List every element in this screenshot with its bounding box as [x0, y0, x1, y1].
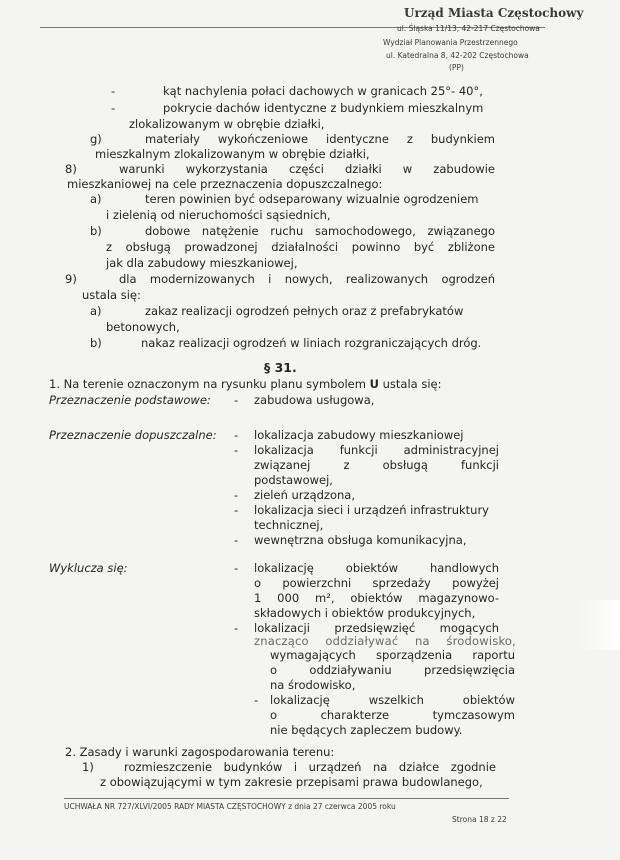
excluded-item-cont: o charakterze tymczasowym [270, 708, 515, 722]
dash: - [234, 533, 239, 547]
point-2: 2. Zasady i warunki zagospodarowania terenu: [65, 745, 335, 759]
allowed-item-cont: podstawowej, [254, 473, 333, 487]
dash: - [111, 84, 116, 98]
list-marker: g) [90, 132, 102, 146]
stamp-address-1: ul. Śląska 11/13, 42-217 Częstochowa [397, 24, 540, 33]
list-marker: 1) [82, 760, 94, 774]
excluded-item-cont: o oddziaływaniu przedsięwzięcia [270, 663, 515, 677]
stamp-code: (PP) [449, 63, 464, 72]
text-line: kąt nachylenia połaci dachowych w granicach 25°- 40°, [163, 84, 483, 98]
dash: - [254, 693, 259, 707]
allowed-item: lokalizacja sieci i urządzeń infrastruktury [254, 503, 489, 517]
text-line: mieszkaniowej na cele przeznaczenia dopuszczalnego: [67, 177, 383, 191]
allowed-item: wewnętrzna obsługa komunikacyjna, [254, 533, 467, 547]
scan-fold-artifact [578, 600, 620, 650]
list-marker: b) [90, 224, 102, 238]
point-1 [49, 377, 442, 391]
text-line: zakaz realizacji ogrodzeń pełnych oraz z prefabrykatów [145, 304, 464, 318]
text-line: warunki wykorzystania części działki w zabudowie [119, 162, 495, 176]
list-marker: 9) [65, 272, 77, 286]
allowed-item-cont: technicznej, [254, 518, 324, 532]
excluded-item: lokalizacji przedsięwzięć mogących [254, 621, 499, 635]
excluded-item-cont: na środowisko, [270, 678, 356, 692]
section-heading: § 31. [264, 360, 297, 375]
excluded-item-cont: znacząco oddziaływać na środowisko, [254, 634, 516, 648]
allowed-item-cont: związanej z obsługą funkcji [254, 458, 499, 472]
list-marker: a) [90, 192, 102, 206]
text-line: mieszkalnym zlokalizowanym w obrębie działki, [95, 147, 370, 161]
zone-symbol: U [369, 377, 379, 391]
text-line: jak dla zabudowy mieszkaniowej, [106, 256, 298, 270]
text-line: i zielenią od nieruchomości sąsiednich, [106, 208, 331, 222]
dash: - [234, 488, 239, 502]
excluded-item-cont: nie będących zapleczem budowy. [270, 723, 463, 737]
excluded-item-cont: wymagających sporządzenia raportu [270, 648, 515, 662]
dash: - [234, 428, 239, 442]
excluded-item: lokalizację wszelkich obiektów [270, 693, 515, 707]
excluded-label: Wyklucza się: [49, 561, 128, 575]
text-line: z obsługą prowadzonej działalności powinno być zbliżone [106, 240, 495, 254]
basic-purpose-label: Przeznaczenie podstawowe: [49, 393, 211, 407]
point-1-text-end: ustala się: [378, 377, 442, 391]
dash: - [234, 561, 239, 575]
footer-rule [64, 798, 509, 799]
dash: - [234, 443, 239, 457]
excluded-item-cont: składowych i obiektów produkcyjnych, [254, 606, 476, 620]
stamp-department: Wydział Planowania Przestrzennego [383, 38, 518, 47]
text-line: z obowiązującymi w tym zakresie przepisami prawa budowlanego, [100, 775, 483, 789]
footer-resolution: UCHWAŁA NR 727/XLVI/2005 RADY MIASTA CZĘSTOCHOWY z dnia 27 czerwca 2005 roku [64, 802, 396, 811]
allowed-item: lokalizacja funkcji administracyjnej [254, 443, 499, 457]
point-1-text: 1. Na terenie oznaczonym na rysunku planu symbolem [49, 377, 370, 391]
allowed-purpose-label: Przeznaczenie dopuszczalne: [49, 428, 217, 442]
basic-purpose-value: zabudowa usługowa, [254, 393, 375, 407]
text-line: materiały wykończeniowe identyczne z budynkiem [145, 132, 495, 146]
text-line: pokrycie dachów identyczne z budynkiem mieszkalnym [163, 101, 484, 115]
dash: - [111, 101, 116, 115]
excluded-item-cont: 1 000 m², obiektów magazynowo- [254, 591, 499, 605]
list-marker: 8) [65, 162, 77, 176]
text-line: nakaz realizacji ogrodzeń w liniach rozgraniczających dróg. [141, 336, 482, 350]
allowed-item: lokalizacja zabudowy mieszkaniowej [254, 428, 464, 442]
text-line: rozmieszczenie budynków i urządzeń na działce zgodnie [124, 760, 496, 774]
stamp-title: Urząd Miasta Częstochowy [404, 6, 584, 20]
list-marker: a) [90, 304, 102, 318]
stamp-address-2: ul. Katedralna 8, 42-202 Częstochowa [386, 51, 529, 60]
text-line: betonowych, [106, 320, 180, 334]
text-line: dla modernizowanych i nowych, realizowanych ogrodzeń [119, 272, 495, 286]
excluded-item-cont: o powierzchni sprzedaży powyżej [254, 576, 499, 590]
dash: - [234, 621, 239, 635]
text-line: ustala się: [82, 288, 141, 302]
allowed-item: zieleń urządzona, [254, 488, 355, 502]
dash: - [234, 503, 239, 517]
list-marker: b) [90, 336, 102, 350]
text-line: dobowe natężenie ruchu samochodowego, związanego [145, 224, 495, 238]
dash: - [234, 393, 239, 407]
text-line: zlokalizowanym w obrębie działki, [129, 117, 325, 131]
excluded-item: lokalizację obiektów handlowych [254, 561, 499, 575]
text-line: teren powinien być odseparowany wizualnie ogrodzeniem [145, 192, 479, 206]
page-number: Strona 18 z 22 [452, 815, 507, 824]
